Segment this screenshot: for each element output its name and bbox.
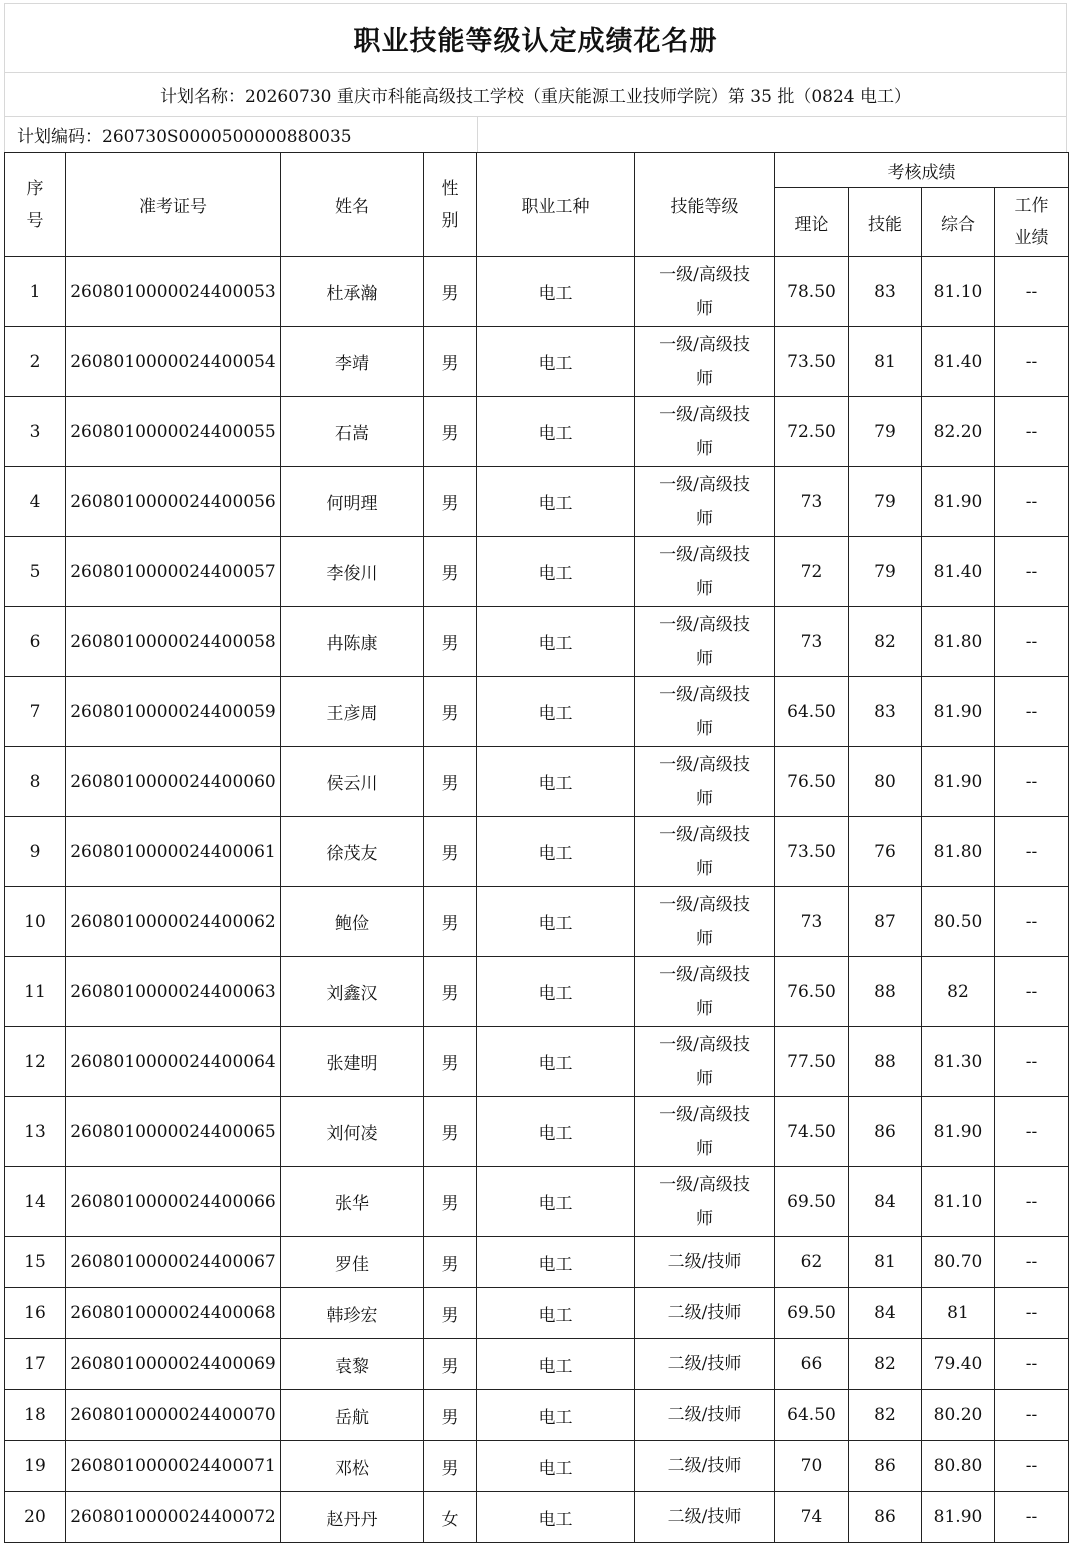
cell-exam-no: 2608010000024400067	[66, 1237, 281, 1288]
cell-name: 李俊川	[281, 537, 424, 607]
cell-seq: 14	[5, 1167, 66, 1237]
table-row	[5, 1441, 1069, 1492]
cell-theory: 74.50	[775, 1097, 849, 1167]
cell-overall: 81.10	[922, 1167, 995, 1237]
cell-level-line1: 二级/技师	[667, 1252, 742, 1272]
cell-gender: 男	[424, 467, 477, 537]
cell-level-line2: 师	[696, 1138, 713, 1159]
cell-work: --	[995, 1441, 1069, 1492]
cell-skill: 87	[849, 887, 922, 957]
table-body	[5, 257, 1069, 1543]
header-gender	[424, 153, 477, 257]
cell-gender: 男	[424, 1167, 477, 1237]
cell-seq: 1	[5, 257, 66, 327]
cell-level-line2: 师	[696, 578, 713, 599]
cell-level-line1: 一级/高级技	[659, 754, 750, 775]
cell-skill: 81	[849, 327, 922, 397]
cell-work: --	[995, 957, 1069, 1027]
cell-skill: 82	[849, 607, 922, 677]
cell-level	[635, 677, 775, 747]
cell-level-line2: 师	[696, 508, 713, 529]
plan-code-row	[4, 117, 1067, 152]
cell-level-line2: 师	[696, 998, 713, 1019]
cell-level	[635, 257, 775, 327]
cell-name: 刘何凌	[281, 1097, 424, 1167]
header-gender-line1: 性	[441, 178, 459, 199]
cell-overall: 81.80	[922, 607, 995, 677]
cell-overall: 81.80	[922, 817, 995, 887]
cell-occupation: 电工	[477, 1027, 635, 1097]
cell-work: --	[995, 677, 1069, 747]
cell-theory: 73.50	[775, 327, 849, 397]
cell-occupation: 电工	[477, 397, 635, 467]
cell-work: --	[995, 397, 1069, 467]
cell-level-line1: 一级/高级技	[659, 1034, 750, 1055]
cell-work: --	[995, 887, 1069, 957]
cell-gender: 男	[424, 1027, 477, 1097]
cell-seq: 2	[5, 327, 66, 397]
cell-skill: 86	[849, 1097, 922, 1167]
cell-overall: 80.70	[922, 1237, 995, 1288]
cell-occupation: 电工	[477, 1339, 635, 1390]
header-level: 技能等级	[635, 153, 775, 257]
cell-occupation: 电工	[477, 1441, 635, 1492]
cell-skill: 81	[849, 1237, 922, 1288]
cell-skill: 82	[849, 1339, 922, 1390]
cell-level	[635, 887, 775, 957]
cell-seq: 7	[5, 677, 66, 747]
cell-name: 罗佳	[281, 1237, 424, 1288]
header-occupation: 职业工种	[477, 153, 635, 257]
cell-occupation: 电工	[477, 1237, 635, 1288]
cell-gender: 男	[424, 1339, 477, 1390]
cell-gender: 男	[424, 1097, 477, 1167]
title-row	[4, 3, 1067, 73]
cell-exam-no: 2608010000024400072	[66, 1492, 281, 1543]
cell-theory: 73	[775, 887, 849, 957]
cell-theory: 69.50	[775, 1288, 849, 1339]
cell-level-line2: 师	[696, 438, 713, 459]
header-work-line1: 工作	[1014, 196, 1049, 216]
cell-level	[635, 467, 775, 537]
cell-overall: 82.20	[922, 397, 995, 467]
cell-level	[635, 1339, 775, 1390]
cell-exam-no: 2608010000024400054	[66, 327, 281, 397]
cell-overall: 81.90	[922, 1492, 995, 1543]
cell-level-line1: 二级/技师	[667, 1303, 742, 1323]
cell-exam-no: 2608010000024400055	[66, 397, 281, 467]
plan-name: 计划名称：20260730 重庆市科能高级技工学校（重庆能源工业技师学院）第 35 批（0824 电工）	[159, 87, 912, 107]
cell-name: 刘鑫汉	[281, 957, 424, 1027]
cell-skill: 76	[849, 817, 922, 887]
cell-exam-no: 2608010000024400071	[66, 1441, 281, 1492]
table-row	[5, 257, 1069, 327]
plan-name-row	[4, 73, 1067, 117]
cell-occupation: 电工	[477, 1492, 635, 1543]
cell-level-line2: 师	[696, 298, 713, 319]
cell-work: --	[995, 1288, 1069, 1339]
cell-exam-no: 2608010000024400062	[66, 887, 281, 957]
cell-seq: 9	[5, 817, 66, 887]
cell-work: --	[995, 1492, 1069, 1543]
header-work-line2: 业绩	[1014, 228, 1049, 248]
cell-occupation: 电工	[477, 747, 635, 817]
header-gender-line2: 别	[441, 210, 459, 231]
cell-occupation: 电工	[477, 677, 635, 747]
cell-seq: 8	[5, 747, 66, 817]
cell-level	[635, 817, 775, 887]
cell-level-line1: 一级/高级技	[659, 544, 750, 565]
cell-occupation: 电工	[477, 1097, 635, 1167]
cell-level-line2: 师	[696, 718, 713, 739]
cell-level	[635, 1441, 775, 1492]
cell-skill: 83	[849, 677, 922, 747]
cell-work: --	[995, 607, 1069, 677]
header-theory: 理论	[775, 188, 849, 257]
cell-level-line1: 一级/高级技	[659, 1174, 750, 1195]
cell-theory: 70	[775, 1441, 849, 1492]
cell-skill: 83	[849, 257, 922, 327]
cell-occupation: 电工	[477, 1167, 635, 1237]
cell-gender: 男	[424, 747, 477, 817]
cell-exam-no: 2608010000024400070	[66, 1390, 281, 1441]
cell-skill: 82	[849, 1390, 922, 1441]
cell-gender: 男	[424, 1237, 477, 1288]
cell-skill: 84	[849, 1288, 922, 1339]
cell-level-line2: 师	[696, 928, 713, 949]
cell-gender: 男	[424, 537, 477, 607]
cell-seq: 3	[5, 397, 66, 467]
table-row	[5, 537, 1069, 607]
cell-exam-no: 2608010000024400059	[66, 677, 281, 747]
cell-gender: 男	[424, 607, 477, 677]
cell-theory: 77.50	[775, 1027, 849, 1097]
header-skill: 技能	[849, 188, 922, 257]
cell-theory: 73	[775, 607, 849, 677]
header-seq-line2: 号	[26, 210, 44, 231]
cell-overall: 82	[922, 957, 995, 1027]
cell-name: 岳航	[281, 1390, 424, 1441]
cell-level-line1: 一级/高级技	[659, 894, 750, 915]
cell-theory: 64.50	[775, 677, 849, 747]
cell-work: --	[995, 1339, 1069, 1390]
cell-occupation: 电工	[477, 1390, 635, 1441]
cell-name: 张建明	[281, 1027, 424, 1097]
header-overall: 综合	[922, 188, 995, 257]
cell-theory: 78.50	[775, 257, 849, 327]
cell-seq: 16	[5, 1288, 66, 1339]
cell-theory: 66	[775, 1339, 849, 1390]
cell-exam-no: 2608010000024400063	[66, 957, 281, 1027]
cell-work: --	[995, 537, 1069, 607]
cell-work: --	[995, 467, 1069, 537]
cell-name: 王彦周	[281, 677, 424, 747]
cell-exam-no: 2608010000024400065	[66, 1097, 281, 1167]
table-row	[5, 1237, 1069, 1288]
cell-level-line2: 师	[696, 368, 713, 389]
table-row	[5, 1339, 1069, 1390]
cell-gender: 男	[424, 817, 477, 887]
cell-level	[635, 1492, 775, 1543]
table-row	[5, 677, 1069, 747]
cell-exam-no: 2608010000024400058	[66, 607, 281, 677]
table-row	[5, 1492, 1069, 1543]
cell-level-line1: 一级/高级技	[659, 614, 750, 635]
cell-gender: 男	[424, 1441, 477, 1492]
cell-occupation: 电工	[477, 957, 635, 1027]
cell-gender: 男	[424, 257, 477, 327]
cell-skill: 84	[849, 1167, 922, 1237]
cell-seq: 11	[5, 957, 66, 1027]
cell-occupation: 电工	[477, 327, 635, 397]
cell-name: 李靖	[281, 327, 424, 397]
cell-skill: 79	[849, 397, 922, 467]
cell-theory: 72	[775, 537, 849, 607]
table-row	[5, 397, 1069, 467]
cell-name: 徐茂友	[281, 817, 424, 887]
cell-level-line1: 一级/高级技	[659, 404, 750, 425]
cell-overall: 81.90	[922, 1097, 995, 1167]
table-row	[5, 1288, 1069, 1339]
cell-overall: 81	[922, 1288, 995, 1339]
cell-skill: 86	[849, 1441, 922, 1492]
cell-seq: 6	[5, 607, 66, 677]
cell-occupation: 电工	[477, 817, 635, 887]
cell-level	[635, 1390, 775, 1441]
cell-gender: 男	[424, 1390, 477, 1441]
cell-level-line2: 师	[696, 1068, 713, 1089]
cell-seq: 18	[5, 1390, 66, 1441]
cell-theory: 72.50	[775, 397, 849, 467]
cell-overall: 81.90	[922, 747, 995, 817]
cell-level	[635, 1097, 775, 1167]
cell-overall: 81.10	[922, 257, 995, 327]
cell-seq: 10	[5, 887, 66, 957]
cell-level	[635, 1167, 775, 1237]
cell-overall: 81.40	[922, 327, 995, 397]
cell-level	[635, 747, 775, 817]
cell-overall: 81.90	[922, 677, 995, 747]
cell-name: 鲍俭	[281, 887, 424, 957]
cell-gender: 男	[424, 397, 477, 467]
cell-exam-no: 2608010000024400061	[66, 817, 281, 887]
cell-occupation: 电工	[477, 887, 635, 957]
cell-seq: 5	[5, 537, 66, 607]
cell-level	[635, 607, 775, 677]
header-work	[995, 188, 1069, 257]
cell-name: 邓松	[281, 1441, 424, 1492]
cell-seq: 15	[5, 1237, 66, 1288]
cell-overall: 79.40	[922, 1339, 995, 1390]
cell-work: --	[995, 1237, 1069, 1288]
cell-level	[635, 397, 775, 467]
cell-theory: 73	[775, 467, 849, 537]
cell-overall: 80.20	[922, 1390, 995, 1441]
cell-occupation: 电工	[477, 257, 635, 327]
cell-gender: 男	[424, 327, 477, 397]
cell-level	[635, 1027, 775, 1097]
cell-level-line2: 师	[696, 1208, 713, 1229]
cell-level-line1: 一级/高级技	[659, 824, 750, 845]
table-row	[5, 327, 1069, 397]
cell-skill: 88	[849, 957, 922, 1027]
cell-theory: 62	[775, 1237, 849, 1288]
cell-seq: 17	[5, 1339, 66, 1390]
cell-name: 何明理	[281, 467, 424, 537]
cell-occupation: 电工	[477, 1288, 635, 1339]
header-seq-line1: 序	[26, 178, 44, 199]
cell-exam-no: 2608010000024400060	[66, 747, 281, 817]
cell-gender: 男	[424, 957, 477, 1027]
cell-exam-no: 2608010000024400066	[66, 1167, 281, 1237]
header-name: 姓名	[281, 153, 424, 257]
cell-level	[635, 327, 775, 397]
cell-occupation: 电工	[477, 607, 635, 677]
cell-name: 冉陈康	[281, 607, 424, 677]
cell-theory: 76.50	[775, 747, 849, 817]
table-row	[5, 607, 1069, 677]
cell-work: --	[995, 1390, 1069, 1441]
cell-level-line1: 一级/高级技	[659, 334, 750, 355]
cell-work: --	[995, 1027, 1069, 1097]
cell-seq: 19	[5, 1441, 66, 1492]
cell-seq: 4	[5, 467, 66, 537]
cell-name: 石嵩	[281, 397, 424, 467]
cell-level	[635, 1237, 775, 1288]
cell-seq: 12	[5, 1027, 66, 1097]
cell-exam-no: 2608010000024400068	[66, 1288, 281, 1339]
cell-work: --	[995, 327, 1069, 397]
cell-level-line1: 二级/技师	[667, 1456, 742, 1476]
cell-exam-no: 2608010000024400064	[66, 1027, 281, 1097]
cell-theory: 73.50	[775, 817, 849, 887]
cell-work: --	[995, 1167, 1069, 1237]
cell-gender: 男	[424, 677, 477, 747]
table-row	[5, 467, 1069, 537]
cell-overall: 81.90	[922, 467, 995, 537]
cell-theory: 76.50	[775, 957, 849, 1027]
cell-overall: 81.40	[922, 537, 995, 607]
cell-work: --	[995, 747, 1069, 817]
table-row	[5, 747, 1069, 817]
cell-exam-no: 2608010000024400056	[66, 467, 281, 537]
cell-name: 韩珍宏	[281, 1288, 424, 1339]
cell-seq: 13	[5, 1097, 66, 1167]
table-row	[5, 1167, 1069, 1237]
cell-level	[635, 957, 775, 1027]
cell-skill: 80	[849, 747, 922, 817]
cell-name: 杜承瀚	[281, 257, 424, 327]
cell-work: --	[995, 1097, 1069, 1167]
cell-overall: 80.80	[922, 1441, 995, 1492]
cell-level-line1: 一级/高级技	[659, 1104, 750, 1125]
cell-exam-no: 2608010000024400053	[66, 257, 281, 327]
cell-level	[635, 537, 775, 607]
cell-exam-no: 2608010000024400069	[66, 1339, 281, 1390]
cell-level-line1: 二级/技师	[667, 1405, 742, 1425]
cell-work: --	[995, 817, 1069, 887]
cell-level-line1: 一级/高级技	[659, 964, 750, 985]
cell-level-line1: 二级/技师	[667, 1507, 742, 1527]
cell-theory: 64.50	[775, 1390, 849, 1441]
table-row	[5, 1027, 1069, 1097]
page-title: 职业技能等级认定成绩花名册	[353, 25, 718, 57]
cell-gender: 男	[424, 887, 477, 957]
cell-name: 张华	[281, 1167, 424, 1237]
table-row	[5, 817, 1069, 887]
cell-skill: 88	[849, 1027, 922, 1097]
cell-overall: 80.50	[922, 887, 995, 957]
cell-overall: 81.30	[922, 1027, 995, 1097]
cell-name: 袁黎	[281, 1339, 424, 1390]
cell-seq: 20	[5, 1492, 66, 1543]
cell-level-line1: 一级/高级技	[659, 264, 750, 285]
cell-skill: 86	[849, 1492, 922, 1543]
table-row	[5, 1390, 1069, 1441]
table-row	[5, 887, 1069, 957]
cell-level-line2: 师	[696, 858, 713, 879]
cell-level-line1: 二级/技师	[667, 1354, 742, 1374]
cell-skill: 79	[849, 537, 922, 607]
header-seq	[5, 153, 66, 257]
cell-level-line1: 一级/高级技	[659, 474, 750, 495]
header-scores-group: 考核成绩	[775, 153, 1069, 188]
table-row	[5, 1097, 1069, 1167]
cell-gender: 男	[424, 1288, 477, 1339]
score-table	[4, 152, 1069, 1543]
table-row	[5, 957, 1069, 1027]
cell-level-line2: 师	[696, 648, 713, 669]
header-exam-no: 准考证号	[66, 153, 281, 257]
plan-code: 计划编码：260730S0000500000880035	[5, 117, 478, 152]
cell-name: 赵丹丹	[281, 1492, 424, 1543]
cell-occupation: 电工	[477, 537, 635, 607]
cell-theory: 74	[775, 1492, 849, 1543]
cell-occupation: 电工	[477, 467, 635, 537]
cell-gender: 女	[424, 1492, 477, 1543]
cell-level	[635, 1288, 775, 1339]
cell-level-line2: 师	[696, 788, 713, 809]
cell-level-line1: 一级/高级技	[659, 684, 750, 705]
cell-name: 侯云川	[281, 747, 424, 817]
cell-exam-no: 2608010000024400057	[66, 537, 281, 607]
cell-work: --	[995, 257, 1069, 327]
cell-skill: 79	[849, 467, 922, 537]
cell-theory: 69.50	[775, 1167, 849, 1237]
